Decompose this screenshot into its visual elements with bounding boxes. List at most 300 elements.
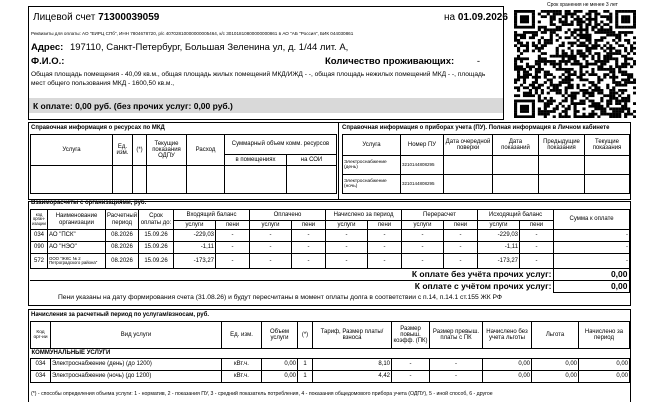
charges-footnote: (*) - способы определения объема услуги: 1 - норматив, 2 - показания ПУ, 3 - средний показатель потребления, 4 - показания общедомового прибора учета (ОДПУ), 5 - иной способ, 6 - другое — [31, 391, 493, 397]
qr-module — [612, 52, 615, 55]
qr-module — [520, 18, 523, 21]
qr-module — [541, 26, 544, 29]
qr-module — [600, 65, 603, 68]
qr-module — [523, 73, 526, 76]
settlement-row — [31, 242, 630, 254]
qr-module — [565, 68, 568, 71]
qr-module — [615, 60, 618, 63]
qr-module — [514, 102, 517, 105]
qr-module — [594, 107, 597, 110]
qr-module — [532, 36, 535, 39]
qr-module — [526, 42, 529, 45]
settlement-period: 08.2026 — [106, 254, 139, 269]
qr-module — [526, 15, 529, 18]
qr-module — [627, 18, 630, 21]
qr-module — [630, 31, 633, 34]
qr-module — [550, 78, 553, 81]
qr-module — [597, 52, 600, 55]
qr-module — [600, 28, 603, 31]
meters-h-prev: Предыдущие показания — [539, 135, 585, 156]
qr-module — [576, 52, 579, 55]
qr-module — [600, 63, 603, 66]
settlement-totals — [30, 268, 630, 293]
qr-module — [597, 31, 600, 34]
qr-module — [612, 76, 615, 79]
qr-module — [633, 115, 636, 118]
qr-module — [576, 63, 579, 66]
qr-module — [630, 65, 633, 68]
qr-module — [603, 10, 606, 13]
qr-module — [547, 73, 550, 76]
qr-module — [618, 52, 621, 55]
qr-module — [630, 10, 633, 13]
settlement-period: 08.2026 — [106, 230, 139, 242]
payment-details: Реквизиты для оплаты: АО "ЕИРЦ СПб", ИНН 7804678720, р/с 40702810000000005464, к/с 30101810800000000861 в АО "АБ "Россия", БИК 044030861 — [31, 31, 354, 36]
qr-module — [585, 13, 588, 16]
charges-h-tariff: Тариф, Размер платы/взноса — [313, 322, 392, 349]
qr-module — [568, 42, 571, 45]
charge-row — [31, 359, 630, 371]
qr-module — [538, 68, 541, 71]
total-with-value: 0,00 — [553, 281, 629, 293]
qr-module — [550, 55, 553, 58]
qr-module — [517, 65, 520, 68]
qr-module — [568, 76, 571, 79]
qr-module — [526, 86, 529, 89]
settlement-out-services: -229,03 — [478, 230, 520, 242]
qr-module — [591, 73, 594, 76]
qr-module — [612, 86, 615, 89]
qr-module — [574, 71, 577, 74]
qr-module — [588, 23, 591, 26]
qr-module — [603, 107, 606, 110]
qr-module — [514, 26, 517, 29]
qr-module — [562, 115, 565, 118]
qr-module — [606, 42, 609, 45]
qr-module — [585, 36, 588, 39]
qr-module — [538, 65, 541, 68]
qr-module — [609, 21, 612, 24]
qr-module — [541, 47, 544, 50]
qr-module — [579, 26, 582, 29]
charge-unit: кВт.ч. — [222, 359, 262, 371]
qr-module — [514, 94, 517, 97]
qr-module — [588, 21, 591, 24]
qr-module — [609, 44, 612, 47]
qr-module — [565, 63, 568, 66]
qr-module — [609, 28, 612, 31]
qr-module — [556, 34, 559, 37]
qr-module — [559, 84, 562, 87]
qr-module — [535, 44, 538, 47]
qr-module — [547, 13, 550, 16]
qr-module — [591, 18, 594, 21]
qr-module — [588, 10, 591, 13]
qr-module — [544, 10, 547, 13]
qr-module — [562, 81, 565, 84]
qr-module — [624, 107, 627, 110]
qr-module — [556, 52, 559, 55]
meter-row-cell — [539, 175, 585, 194]
qr-module — [568, 13, 571, 16]
qr-module — [600, 47, 603, 50]
qr-module — [627, 76, 630, 79]
qr-module — [523, 10, 526, 13]
qr-module — [582, 73, 585, 76]
qr-module — [538, 100, 541, 103]
charge-code: 034 — [31, 371, 51, 383]
qr-module — [582, 113, 585, 116]
qr-module — [618, 81, 621, 84]
qr-module — [523, 34, 526, 37]
qr-module — [574, 105, 577, 108]
qr-module — [624, 60, 627, 63]
qr-module — [562, 42, 565, 45]
qr-module — [600, 110, 603, 113]
qr-module — [517, 34, 520, 37]
qr-module — [550, 28, 553, 31]
qr-module — [627, 57, 630, 60]
qr-module — [579, 42, 582, 45]
qr-module — [514, 18, 517, 21]
residents-value: - — [476, 56, 481, 67]
qr-module — [514, 86, 517, 89]
qr-module — [529, 89, 532, 92]
qr-module — [532, 86, 535, 89]
qr-module — [529, 92, 532, 95]
qr-module — [547, 110, 550, 113]
settlements-h-recalc: Перерасчет — [402, 210, 478, 221]
qr-module — [618, 36, 621, 39]
total-without-value: 0,00 — [553, 269, 629, 281]
qr-module — [594, 23, 597, 26]
qr-module — [541, 68, 544, 71]
qr-module — [517, 94, 520, 97]
qr-module — [532, 34, 535, 37]
qr-module — [612, 92, 615, 95]
qr-module — [553, 28, 556, 31]
qr-module — [618, 84, 621, 87]
qr-module — [562, 94, 565, 97]
settlement-rec-penalty: - — [444, 242, 478, 254]
qr-module — [630, 57, 633, 60]
qr-module — [538, 110, 541, 113]
qr-module — [553, 63, 556, 66]
to-pay-text: К оплате: 0,00 руб. (без прочих услуг: 0,00 руб.) — [33, 101, 233, 111]
qr-module — [547, 60, 550, 63]
meters-h-service: Услуга — [343, 135, 401, 156]
qr-module — [568, 28, 571, 31]
qr-module — [597, 76, 600, 79]
qr-module — [600, 78, 603, 81]
qr-module — [594, 63, 597, 66]
qr-module — [514, 107, 517, 110]
settlement-period: 08.2026 — [106, 242, 139, 254]
meter-row-cell — [444, 156, 493, 175]
qr-module — [624, 100, 627, 103]
qr-module — [582, 52, 585, 55]
qr-module — [621, 65, 624, 68]
qr-module — [514, 100, 517, 103]
qr-module — [600, 36, 603, 39]
settlement-paid-penalty: - — [292, 230, 326, 242]
qr-module — [612, 81, 615, 84]
qr-module — [627, 26, 630, 29]
qr-module — [532, 102, 535, 105]
qr-module — [618, 102, 621, 105]
qr-module — [544, 113, 547, 116]
account-number: 71300039059 — [98, 12, 160, 23]
qr-module — [627, 81, 630, 84]
qr-module — [609, 102, 612, 105]
charge-excess: - — [430, 371, 483, 383]
qr-module — [562, 52, 565, 55]
qr-module — [627, 10, 630, 13]
qr-module — [562, 15, 565, 18]
qr-module — [585, 18, 588, 21]
settlement-acc-services: - — [326, 254, 368, 269]
qr-module — [538, 47, 541, 50]
qr-module — [526, 65, 529, 68]
settlement-in-services: -173,27 — [174, 254, 216, 269]
qr-module — [544, 42, 547, 45]
qr-module — [624, 55, 627, 58]
qr-module — [588, 94, 591, 97]
qr-module — [565, 18, 568, 21]
qr-module — [529, 65, 532, 68]
qr-module — [624, 73, 627, 76]
qr-module — [618, 113, 621, 116]
charge-code: 034 — [31, 359, 51, 371]
qr-module — [615, 102, 618, 105]
qr-module — [579, 28, 582, 31]
qr-module — [594, 42, 597, 45]
qr-module — [520, 42, 523, 45]
qr-module — [517, 50, 520, 53]
qr-module — [597, 13, 600, 16]
qr-module — [571, 102, 574, 105]
qr-module — [633, 86, 636, 89]
qr-module — [594, 44, 597, 47]
qr-module — [588, 81, 591, 84]
qr-module — [618, 107, 621, 110]
qr-module — [553, 65, 556, 68]
qr-module — [514, 65, 517, 68]
qr-module — [556, 107, 559, 110]
qr-module — [624, 34, 627, 37]
meter-row-number: 3210144808295 — [401, 175, 444, 194]
qr-module — [550, 10, 553, 13]
qr-module — [553, 76, 556, 79]
qr-module — [565, 92, 568, 95]
qr-module — [532, 76, 535, 79]
qr-module — [600, 26, 603, 29]
qr-module — [526, 107, 529, 110]
qr-module — [568, 68, 571, 71]
qr-module — [633, 10, 636, 13]
qr-module — [550, 110, 553, 113]
settlement-paid-penalty: - — [292, 242, 326, 254]
qr-module — [520, 34, 523, 37]
qr-module — [579, 44, 582, 47]
qr-module — [523, 94, 526, 97]
qr-module — [591, 94, 594, 97]
qr-module — [579, 100, 582, 103]
settlement-out-penalty: - — [520, 254, 554, 269]
qr-module — [633, 18, 636, 21]
qr-module — [565, 110, 568, 113]
qr-module — [591, 47, 594, 50]
qr-module — [565, 55, 568, 58]
qr-module — [615, 15, 618, 18]
qr-module — [588, 34, 591, 37]
qr-module — [574, 102, 577, 105]
qr-module — [571, 50, 574, 53]
qr-module — [547, 10, 550, 13]
qr-module — [526, 50, 529, 53]
qr-module — [609, 18, 612, 21]
qr-module — [565, 21, 568, 24]
qr-module — [523, 110, 526, 113]
qr-module — [603, 31, 606, 34]
qr-module — [535, 89, 538, 92]
resources-meters-divider — [338, 122, 339, 200]
charge-accrued: 0,00 — [483, 371, 532, 383]
settlement-in-penalty: - — [216, 254, 250, 269]
meter-row-number: 3210144808295 — [401, 156, 444, 175]
qr-module — [544, 44, 547, 47]
qr-module — [535, 73, 538, 76]
qr-module — [594, 15, 597, 18]
qr-module — [517, 42, 520, 45]
qr-module — [606, 18, 609, 21]
qr-module — [585, 71, 588, 74]
qr-module — [532, 31, 535, 34]
qr-module — [526, 21, 529, 24]
qr-module — [550, 81, 553, 84]
qr-module — [579, 36, 582, 39]
qr-module — [624, 97, 627, 100]
qr-module — [585, 39, 588, 42]
qr-module — [559, 113, 562, 116]
qr-module — [621, 84, 624, 87]
settlements-h-services: услуги — [250, 221, 292, 230]
qr-module — [532, 26, 535, 29]
qr-module — [559, 55, 562, 58]
qr-module — [544, 71, 547, 74]
qr-module — [568, 73, 571, 76]
qr-module — [606, 23, 609, 26]
charge-coef: - — [392, 371, 430, 383]
qr-module — [597, 39, 600, 42]
charges-h-to-pay: Начислено за период — [579, 322, 630, 349]
qr-module — [568, 60, 571, 63]
qr-module — [600, 68, 603, 71]
qr-module — [618, 68, 621, 71]
qr-module — [585, 63, 588, 66]
qr-module — [517, 71, 520, 74]
qr-module — [582, 21, 585, 24]
qr-module — [556, 63, 559, 66]
meters-table — [342, 134, 630, 194]
qr-module — [541, 31, 544, 34]
qr-module — [615, 84, 618, 87]
area-line-2: мест общего пользования МКД - 1600,50 кв.м., — [31, 80, 175, 87]
residents-label: Количество проживающих: — [325, 56, 455, 67]
qr-module — [600, 107, 603, 110]
qr-module — [544, 15, 547, 18]
qr-module — [523, 44, 526, 47]
qr-module — [576, 23, 579, 26]
settlement-acc-penalty: - — [368, 230, 402, 242]
qr-module — [633, 102, 636, 105]
qr-module — [576, 110, 579, 113]
qr-module — [609, 68, 612, 71]
qr-module — [579, 63, 582, 66]
qr-module — [606, 34, 609, 37]
qr-module — [553, 60, 556, 63]
charge-service: Электроснабжение (день) (до 1200) — [51, 359, 222, 371]
qr-module — [568, 23, 571, 26]
qr-module — [585, 50, 588, 53]
qr-module — [579, 18, 582, 21]
qr-module — [579, 31, 582, 34]
qr-module — [609, 97, 612, 100]
qr-module — [627, 42, 630, 45]
qr-module — [544, 115, 547, 118]
qr-module — [532, 115, 535, 118]
qr-module — [538, 55, 541, 58]
qr-module — [574, 115, 577, 118]
qr-module — [568, 84, 571, 87]
qr-module — [526, 105, 529, 108]
qr-module — [562, 78, 565, 81]
qr-module — [544, 97, 547, 100]
qr-module — [565, 115, 568, 118]
qr-module — [550, 15, 553, 18]
qr-module — [556, 13, 559, 16]
qr-module — [597, 28, 600, 31]
qr-module — [541, 57, 544, 60]
qr-module — [630, 76, 633, 79]
qr-module — [633, 13, 636, 16]
qr-module — [585, 65, 588, 68]
penalty-note: Пени указаны на дату формирования счета (31.08.26) и будут пересчитаны в момент оплаты долга в соответствии с п.14, п.14.1 ст.155 ЖК РФ — [58, 294, 502, 301]
qr-module — [588, 39, 591, 42]
qr-module — [556, 47, 559, 50]
qr-module — [615, 65, 618, 68]
qr-module — [514, 21, 517, 24]
qr-module — [576, 86, 579, 89]
qr-module — [609, 47, 612, 50]
qr-module — [582, 15, 585, 18]
qr-module — [535, 63, 538, 66]
qr-module — [606, 15, 609, 18]
qr-module — [574, 36, 577, 39]
qr-module — [606, 28, 609, 31]
qr-module — [588, 105, 591, 108]
qr-module — [609, 92, 612, 95]
qr-module — [603, 68, 606, 71]
qr-module — [571, 42, 574, 45]
qr-module — [630, 73, 633, 76]
qr-module — [544, 81, 547, 84]
qr-module — [538, 42, 541, 45]
qr-module — [609, 55, 612, 58]
qr-module — [582, 57, 585, 60]
qr-module — [568, 105, 571, 108]
qr-module — [517, 39, 520, 42]
